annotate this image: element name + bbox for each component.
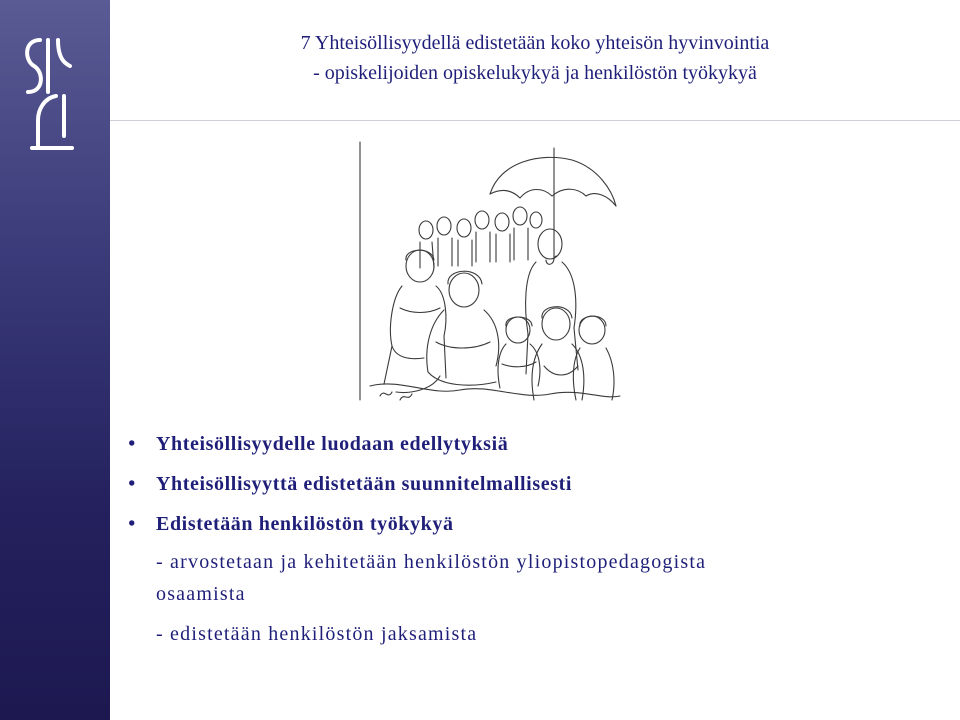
bullet-text: Yhteisöllisyyttä edistetään suunnitelmallisesti xyxy=(156,473,572,495)
side-band xyxy=(0,0,110,720)
sub-point-spacer xyxy=(156,610,942,618)
bullet-marker: • xyxy=(128,473,136,495)
bullet-item xyxy=(122,424,942,464)
bullet-item xyxy=(122,464,942,504)
title-line-1: 7 Yhteisöllisyydellä edistetään koko yhteisön hyvinvointia xyxy=(300,32,770,54)
title-divider xyxy=(110,120,960,121)
bullet-text: Edistetään henkilöstön työkykyä xyxy=(156,513,454,535)
people-with-umbrella-sketch-icon xyxy=(340,138,630,410)
bullet-text: Yhteisöllisyydelle luodaan edellytyksiä xyxy=(156,433,509,455)
sub-point-line: osaamista xyxy=(156,583,246,605)
bullet-list xyxy=(122,424,942,544)
syl-logo-icon xyxy=(20,36,80,156)
sub-point-list xyxy=(122,546,942,650)
slide-body xyxy=(122,424,942,650)
title-line-2: - opiskelijoiden opiskelukykyä ja henkilöstön työkykyä xyxy=(313,62,757,84)
bullet-item xyxy=(122,504,942,544)
slide-title xyxy=(110,28,960,88)
sub-point-line: - arvostetaan ja kehitetään henkilöstön yliopistopedagogista xyxy=(156,551,707,573)
bullet-marker: • xyxy=(128,513,136,535)
sub-point-line: - edistetään henkilöstön jaksamista xyxy=(156,623,478,645)
bullet-marker: • xyxy=(128,433,136,455)
